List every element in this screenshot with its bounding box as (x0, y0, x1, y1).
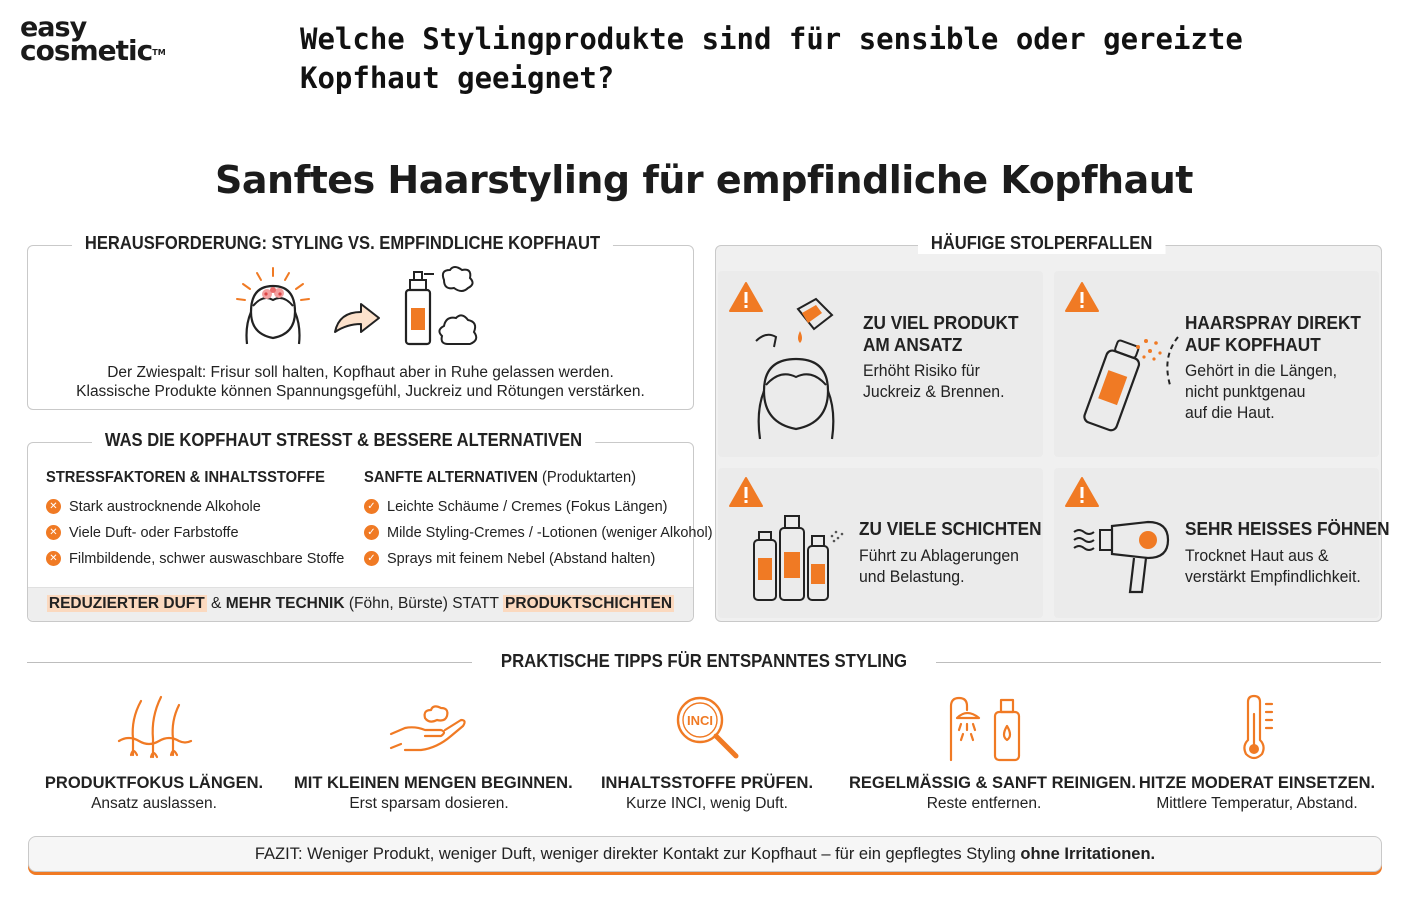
tip-item-heat (1122, 774, 1392, 813)
pitfall-title (863, 312, 1018, 356)
alternatives-list (364, 494, 713, 572)
highlight-reduced-scent: REDUZIERTER DUFT (48, 595, 205, 612)
pitfall-card-too-many-layers (718, 468, 1043, 618)
pitfall-text-line: Erhöht Risiko für (863, 361, 980, 380)
hair-follicle-icon (115, 695, 195, 761)
list-item-text: Sprays mit feinem Nebel (Abstand halten) (387, 551, 656, 567)
pitfalls-panel (715, 233, 1390, 622)
list-item (46, 546, 344, 572)
alternatives-heading-bold: SANFTE ALTERNATIVEN (364, 469, 538, 486)
hair-dryer-icon (1070, 520, 1180, 596)
pitfall-text-line: Juckreiz & Brennen. (863, 382, 1005, 401)
hand-foam-icon (387, 700, 471, 756)
stress-title: WAS DIE KOPFHAUT STRESST & BESSERE ALTERNATIVEN (92, 430, 595, 451)
logo-line2 (20, 34, 190, 67)
stress-box (27, 430, 713, 622)
check-icon: ✓ (364, 551, 379, 566)
pitfall-text-line: nicht punktgenau (1185, 382, 1306, 401)
pitfall-text (1185, 545, 1361, 587)
page-question (300, 20, 1300, 98)
alternatives-heading-normal: (Produktarten) (537, 469, 637, 486)
tip-item-ingredients (572, 774, 842, 813)
cross-icon: ✕ (46, 499, 61, 514)
list-item-text: Filmbildende, schwer auswaschbare Stoffe (69, 551, 345, 567)
conclusion-text: FAZIT: Weniger Produkt, weniger Duft, weniger direkter Kontakt zur Kopfhaut – für ein gepflegtes Styling (254, 845, 1021, 863)
pitfall-text-line: verstärkt Empfindlichkeit. (1185, 567, 1361, 586)
irritated-scalp-icon (233, 264, 313, 346)
spray-foam-icon (400, 266, 490, 348)
tip-title: PRODUKTFOKUS LÄNGEN. (44, 774, 264, 792)
pitfall-title-line: ZU VIEL PRODUKT (863, 312, 1019, 333)
warning-icon (1064, 476, 1100, 508)
pitfall-title (1185, 312, 1361, 356)
hairspray-can-icon (1074, 327, 1194, 437)
list-item (46, 520, 344, 546)
tip-text: Erst sparsam dosieren. (349, 795, 509, 812)
pitfall-title-line: ZU VIELE SCHICHTEN (859, 518, 1042, 539)
list-item (364, 546, 713, 572)
logo-line1: easy (20, 12, 87, 43)
pitfall-card-hot-blowdry (1054, 468, 1390, 618)
tip-title: MIT KLEINEN MENGEN BEGINNEN. (294, 774, 573, 792)
pitfall-title (859, 518, 1042, 540)
pitfall-text (1185, 360, 1337, 423)
challenge-box (27, 233, 694, 410)
pitfall-text (863, 360, 1004, 402)
brand-logo (20, 12, 190, 67)
list-item-text: Milde Styling-Cremes / -Lotionen (weniger Alkohol) (387, 525, 713, 541)
main-title: Sanftes Haarstyling für empfindliche Kopfhaut (215, 158, 1193, 202)
pitfall-title-line: HAARSPRAY DIREKT (1185, 312, 1361, 333)
pitfalls-title: HÄUFIGE STOLPERFALLEN (918, 233, 1165, 254)
alternatives-heading (364, 469, 636, 487)
inci-label: INCI (687, 713, 713, 728)
pitfall-text-line: und Belastung. (859, 567, 965, 586)
tip-title: HITZE MODERAT EINSETZEN. (1138, 774, 1376, 792)
question-line2: Kopfhaut geeignet? (300, 61, 615, 95)
pitfall-title-line: SEHR HEISSES FÖHNEN (1185, 518, 1390, 539)
tip-item-cleanse (849, 774, 1136, 813)
pitfall-text-line: Trocknet Haut aus & (1185, 546, 1329, 565)
list-item-text: Leichte Schäume / Cremes (Fokus Längen) (387, 499, 668, 515)
tips-title: PRAKTISCHE TIPPS FÜR ENTSPANNTES STYLING (500, 651, 908, 671)
challenge-caption (28, 363, 693, 401)
shower-bottle-icon (945, 694, 1025, 762)
pitfall-card-too-much-product (718, 271, 1043, 457)
thermometer-icon (1238, 694, 1278, 762)
check-icon: ✓ (364, 499, 379, 514)
tip-text: Ansatz auslassen. (91, 795, 217, 812)
pitfall-card-hairspray-scalp (1054, 271, 1379, 457)
bar-bold-technique: MEHR TECHNIK (225, 595, 345, 612)
tip-text: Kurze INCI, wenig Duft. (626, 795, 788, 812)
tip-item-lengths (19, 774, 289, 813)
cross-icon: ✕ (46, 551, 61, 566)
tip-title: REGELMÄSSIG & SANFT REINIGEN. (849, 774, 1136, 792)
summary-bar (28, 587, 693, 621)
warning-icon (728, 476, 764, 508)
logo-word: cosmetic (20, 34, 153, 67)
list-item (364, 494, 713, 520)
inci-magnifier-icon (672, 692, 744, 764)
bar-text: & (206, 595, 226, 612)
pitfall-text-line: Gehört in die Längen, (1185, 361, 1338, 380)
bar-text: (Föhn, Bürste) STATT (344, 595, 504, 612)
question-line1: Welche Stylingprodukte sind für sensible oder gereizte (300, 22, 1243, 56)
stress-factors-heading: STRESSFAKTOREN & INHALTSSTOFFE (46, 469, 325, 486)
tip-item-small-amounts (294, 774, 573, 813)
tip-text: Mittlere Temperatur, Abstand. (1156, 795, 1358, 812)
challenge-caption-line2: Klassische Produkte können Spannungsgefühl, Juckreiz und Rötungen verstärken. (76, 383, 645, 400)
arrow-right-icon (331, 298, 383, 338)
challenge-caption-line1: Der Zwiespalt: Frisur soll halten, Kopfhaut aber in Ruhe gelassen werden. (107, 364, 614, 381)
tip-text: Reste entfernen. (926, 795, 1042, 812)
check-icon: ✓ (364, 525, 379, 540)
pitfall-title (1185, 518, 1390, 540)
highlight-product-layers: PRODUKTSCHICHTEN (505, 595, 673, 612)
logo-trademark: TM (152, 48, 166, 57)
warning-icon (1064, 281, 1100, 313)
pitfall-text (859, 545, 1019, 587)
stress-factors-list (46, 494, 344, 572)
cross-icon: ✕ (46, 525, 61, 540)
pitfall-text-line: auf die Haut. (1185, 403, 1275, 422)
list-item (364, 520, 713, 546)
pitfall-text-line: Führt zu Ablagerungen (859, 546, 1019, 565)
conclusion-bold: ohne Irritationen. (1020, 845, 1156, 863)
challenge-title: HERAUSFORDERUNG: STYLING VS. EMPFINDLICHE KOPFHAUT (72, 233, 613, 254)
tip-title: INHALTSSTOFFE PRÜFEN. (600, 774, 814, 792)
list-item-text: Viele Duft- oder Farbstoffe (69, 525, 239, 541)
pitfall-title-line: AM ANSATZ (863, 334, 963, 355)
head-drop-icon (750, 307, 850, 443)
list-item (46, 494, 344, 520)
product-bottles-icon (748, 510, 848, 602)
list-item-text: Stark austrocknende Alkohole (69, 499, 261, 515)
pitfall-title-line: AUF KOPFHAUT (1185, 334, 1321, 355)
conclusion-bar (28, 836, 1382, 872)
